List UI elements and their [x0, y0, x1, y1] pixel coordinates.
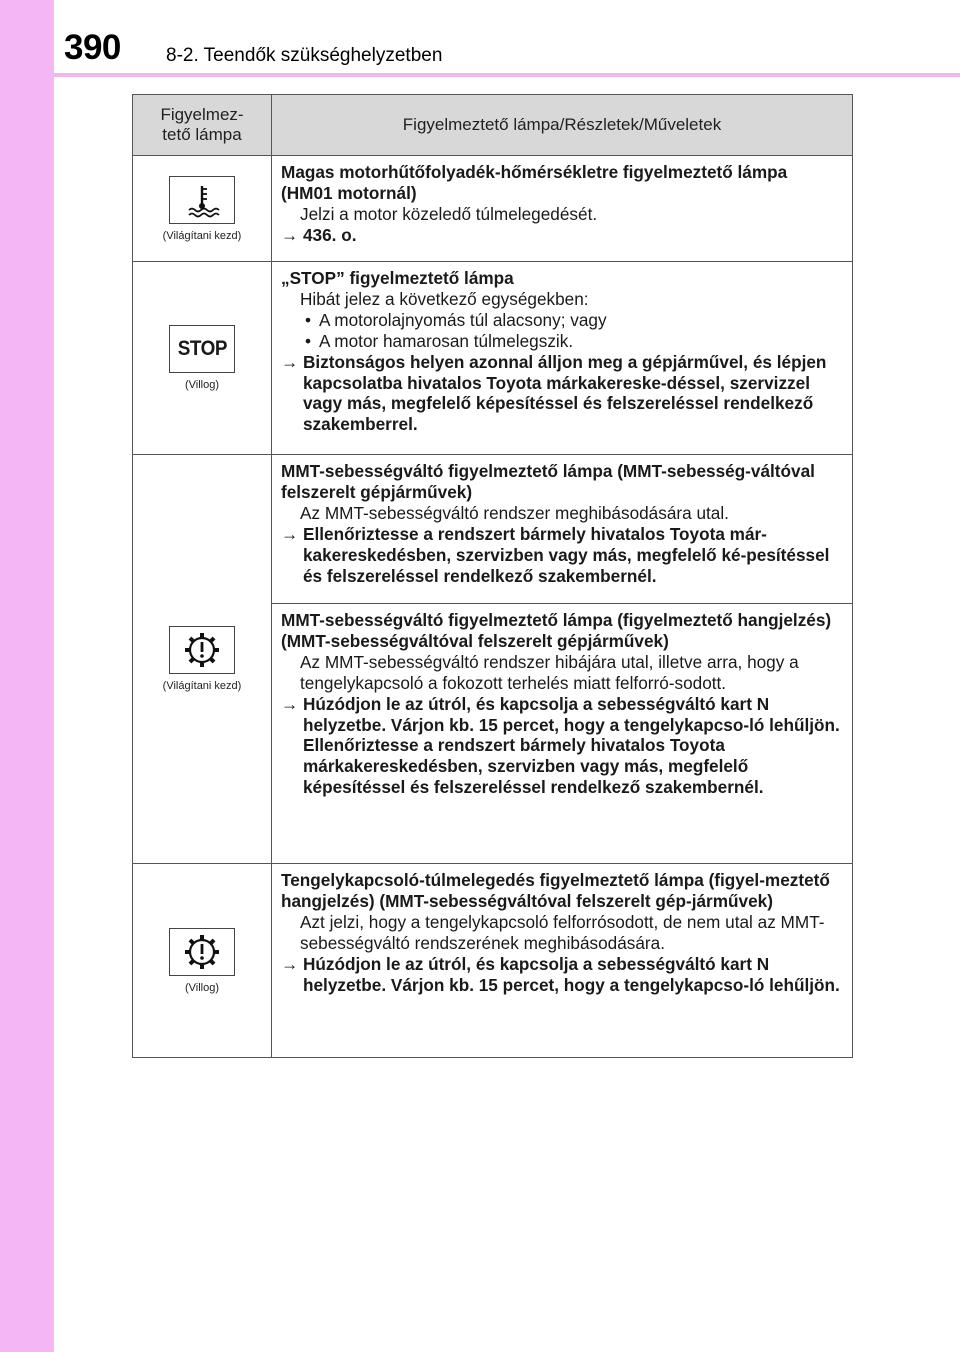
- page-number: 390: [64, 28, 121, 67]
- lamp-action-text: Húzódjon le az útról, és kapcsolja a sebességváltó kart N helyzetbe. Várjon kb. 15 percet, hogy a tengelykapcso-ló lehűljön.: [303, 953, 840, 995]
- lamp-description: Jelzi a motor közeledő túlmelegedését.: [300, 203, 598, 224]
- page-reference-link[interactable]: 436. o.: [303, 224, 357, 245]
- details-cell: [272, 262, 853, 455]
- lamp-title: „STOP” figyelmeztető lámpa: [281, 268, 514, 288]
- lamp-action: [281, 225, 842, 246]
- arrow-right-icon: →: [281, 523, 299, 544]
- lamp-action: [281, 352, 842, 436]
- lamp-description: Azt jelzi, hogy a tengelykapcsoló felforrósodott, de nem utal az MMT-sebességváltó rendszerének meghibásodására.: [300, 911, 825, 953]
- lamp-action-text: Biztonságos helyen azonnal álljon meg a gépjárművel, és lépjen kapcsolatba hivatalos Toyota márkakereske-déssel, szervizzel vagy más, megfelelő képesítéssel és felszereléssel rendelkező szakemberrel.: [303, 351, 827, 435]
- table-row: [133, 864, 853, 1058]
- list-item: • A motor hamarosan túlmelegszik.: [281, 331, 842, 352]
- header-details: Figyelmeztető lámpa/Részletek/Műveletek: [272, 95, 853, 156]
- details-cell: [272, 455, 853, 604]
- lamp-description: Az MMT-sebességváltó rendszer hibájára utal, illetve arra, hogy a tengelykapcsoló a fokozott terhelés miatt felforró-sodott.: [300, 651, 799, 693]
- lamp-caption: (Villog): [184, 379, 220, 391]
- lamp-caption: (Világítani kezd): [162, 229, 242, 242]
- details-cell: [272, 864, 853, 1058]
- lamp-caption: (Világítani kezd): [162, 680, 242, 692]
- section-title: 8-2. Teendők szükséghelyzetben: [166, 45, 443, 66]
- lamp-title: MMT-sebességváltó figyelmeztető lámpa (figyelmeztető hangjelzés) (MMT-sebességváltóval felszerelt gépjárművek): [281, 610, 832, 651]
- table-row: [133, 262, 853, 455]
- lamp-description: Az MMT-sebességváltó rendszer meghibásodására utal.: [300, 502, 729, 523]
- warning-lamp-table: [132, 94, 853, 1058]
- arrow-right-icon: →: [281, 693, 299, 714]
- header-lamp-line2: tető lámpa: [162, 125, 242, 144]
- table-header-row: [133, 95, 853, 156]
- lamp-caption: (Villog): [184, 981, 220, 994]
- arrow-right-icon: →: [281, 224, 299, 245]
- header-lamp-line1: Figyelmez-: [160, 105, 244, 124]
- stop-icon: [169, 325, 235, 373]
- clutch-overheat-icon: [169, 928, 235, 976]
- details-cell: [272, 156, 853, 262]
- coolant-temperature-icon: [169, 176, 235, 224]
- lamp-action: [281, 954, 842, 996]
- table-row: [133, 455, 853, 604]
- title-divider: [54, 73, 960, 77]
- table-row: [133, 156, 853, 262]
- lamp-title: Tengelykapcsoló-túlmelegedés figyelmeztető lámpa (figyel-meztető hangjelzés) (MMT-sebességváltóval felszerelt gép-járművek): [281, 870, 830, 911]
- lamp-cell: [133, 262, 272, 455]
- lamp-description: Hibát jelez a következő egységekben:: [300, 288, 589, 309]
- lamp-cell: [133, 156, 272, 262]
- lamp-title: Magas motorhűtőfolyadék-hőmérsékletre figyelmeztető lámpa (HM01 motornál): [281, 162, 788, 203]
- arrow-right-icon: →: [281, 953, 299, 974]
- stop-icon-text: STOP: [177, 337, 227, 360]
- lamp-cell: [133, 455, 272, 864]
- lamp-cell: [133, 864, 272, 1058]
- lamp-action-text: Húzódjon le az útról, és kapcsolja a sebességváltó kart N helyzetbe. Várjon kb. 15 percet, hogy a tengelykapcso-ló lehűljön. Ellenőriztesse a rendszert bármely hivatalos Toyota márkakereskedésben, szervizben vagy más, megfelelő képesítéssel és felszereléssel rendelkező szakembernél.: [303, 693, 840, 798]
- lamp-action: [281, 694, 842, 799]
- transmission-warning-icon: [169, 626, 235, 674]
- lamp-title: MMT-sebességváltó figyelmeztető lámpa (MMT-sebesség-váltóval felszerelt gépjárművek): [281, 461, 815, 502]
- side-color-strip: [0, 0, 54, 1352]
- details-cell: [272, 604, 853, 864]
- arrow-right-icon: →: [281, 351, 299, 372]
- lamp-action: [281, 524, 842, 587]
- list-item: • A motorolajnyomás túl alacsony; vagy: [281, 310, 842, 331]
- lamp-action-text: Ellenőriztesse a rendszert bármely hivatalos Toyota már-kakereskedésben, szervizben vagy más, megfelelő ké-pesítéssel és felszereléssel rendelkező szakembernél.: [303, 523, 830, 586]
- header-lamp: [133, 95, 272, 156]
